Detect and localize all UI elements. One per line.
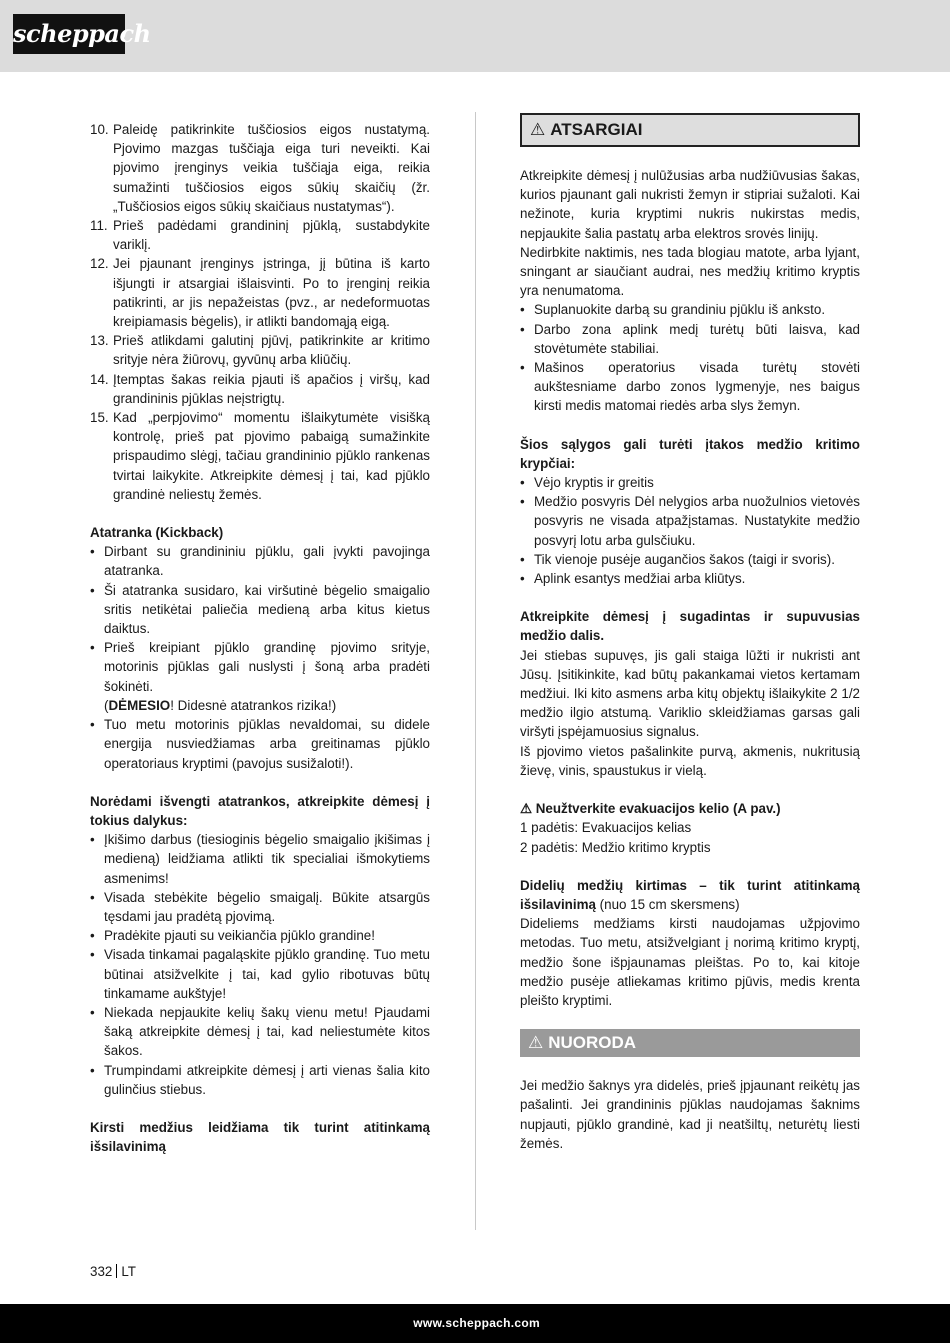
warning-title: ATSARGIAI [550,120,643,139]
list-item: • Tik vienoje pusėje augančios šakos (taigi ir svoris). [520,550,860,569]
note-paragraph: Jei medžio šaknys yra didelės, prieš įpjaunant reikėtų jas pašalinti. Jei grandininis pjūklas naudojamas šaknims nupjauti, pjūklo grandinė, kad ji neatšiltų, neturėtų liesti žemės. [520,1078,860,1151]
list-item: • Darbo zona aplink medį turėtų būti laisva, kad stovėtumėte stabiliai. [520,320,860,358]
right-column [520,120,860,1153]
scheppach-logo: scheppach [13,14,125,54]
large-trees-paragraph: Dideliems medžiams kirsti naudojamas užpjovimo metodas. Tuo metu, atsižvelgiant į norimą kritimo kryptį, medžio šone išpjaunamas pleištas. Po to, kai kitoje medžio pusėje atliekamas kritimo pjūvis, medis krenta pleišto kryptimi. [520,916,860,1008]
rotten-heading: Atkreipkite dėmesį į sugadintas ir supuvusias medžio dalis. [520,609,860,644]
warning-box [520,113,860,147]
page-number: 332 LT [90,1264,136,1279]
list-item: • Niekada nepjaukite kelių šakų vienu metu! Pjaudami šaką atkreipkite dėmesį į tai, kad neliestumėte kitos šakos. [90,1003,430,1061]
conditions-list [520,473,860,588]
list-item: • Įkišimo darbus (tiesioginis bėgelio smaigalio įkišimas į medieną) leidžiama atlikti tik specialiai išmokytiems asmenims! [90,830,430,888]
list-item: • Tuo metu motorinis pjūklas nevaldomai, su didele energija nusviedžiamas arba greitinamas pjūklo operatoriaus kryptimi (pavojus susižaloti!). [90,715,430,773]
list-item: • Ši atatranka susidaro, kai viršutinė bėgelio smaigalio sritis netikėtai paliečia medieną arba kitus kietus daiktus. [90,581,430,639]
list-item: • Mašinos operatorius visada turėtų stovėti aukštesniame darbo zonos lygmenyje, nes baigus kirsti medis matomai riedės arba slys žemyn. [520,358,860,416]
list-item: • Visada tinkamai pagaląskite pjūklo grandinę. Tuo metu būtinai atsižvelkite į tai, kad gylio ribotuvas būtų tinkamame aukštyje! [90,945,430,1003]
list-item: • Pradėkite pjauti su veikiančia pjūklo grandine! [90,926,430,945]
conditions-heading: Šios sąlygos gali turėti įtakos medžio kritimo krypčiai: [520,436,860,471]
step-12: 12. Jei pjaunant įrenginys įstringa, jį būtina iš karto išjungti ir atsargiai išlaisvinti. Po to įrenginį reikia patikrinti, ar jis nepažeistas (pvz., ar nedeformuotas kreipiamasis bėgelis), ir atlikti bandomąją eigą. [90,256,430,330]
step-10: 10. Paleidę patikrinkite tuščiosios eigos nustatymą. Pjovimo mazgas tuščiąja eiga turi neveikti. Kai pjovimo įrenginys veikia tuščiąja eiga, reikia sumažinti tuščiosios eigos sūkių skaičių (žr. „Tuščiosios eigos sūkių skaičiaus nustatymas“). [90,122,430,214]
left-column [90,120,430,1156]
list-item: • Vėjo kryptis ir greitis [520,473,860,492]
steps-list [90,120,430,504]
kickback-heading: Atatranka (Kickback) [90,525,224,541]
warning-list [520,300,860,415]
kickback-list [90,542,430,772]
page-footer [0,1304,950,1343]
final-heading: Kirsti medžius leidžiama tik turint atitinkamą išsilavinimą [90,1119,430,1155]
note-title: NUORODA [548,1033,637,1053]
column-divider [475,112,476,1230]
list-item: • Dirbant su grandininiu pjūklu, gali įvykti pavojinga atatranka. [90,542,430,580]
warning-paragraph: Nedirbkite naktimis, nes tada blogiau matote, arba lyjant, sningant ar siaučiant audrai, nes medžių kritimo kryptis yra nenumatoma. [520,244,860,299]
rotten-paragraph: Iš pjovimo vietos pašalinkite purvą, akmenis, nukritusią žievę, vinis, spaustukus ir vielą. [520,743,860,778]
escape-line: 2 padėtis: Medžio kritimo kryptis [520,839,711,855]
list-item: • Aplink esantys medžiai arba kliūtys. [520,569,860,588]
warning-triangle-icon: ⚠ [528,1033,544,1053]
warning-triangle-icon: ⚠ [530,120,546,139]
escape-line: 1 padėtis: Evakuacijos kelias [520,820,692,836]
warning-paragraph: Atkreipkite dėmesį į nulūžusias arba nudžiūvusias šakas, kurios pjaunant gali nukristi žemyn ir stipriai sužaloti. Kai nežinote, kuria kryptimi nukris nukirstas medis, nepjaukite šalia pastatų arba elektros srovės linijų. [520,168,860,241]
list-item: • Medžio posvyris Dėl nelygios arba nuožulnios vietovės posvyris ne visada atpažįstamas. Nustatykite medžio posvyrį lotu arba gulsčiuku. [520,492,860,550]
list-item: • Prieš kreipiant pjūklo grandinę pjovimo srityje, motorinis pjūklas gali nuslysti į šoną arba pradėti šokinėti. (DĖMESIO! Didesnė atatrankos rizika!) [90,638,430,715]
page-header [0,0,950,72]
large-trees-heading: Didelių medžių kirtimas – tik turint atitinkamą išsilavinimą (nuo 15 cm skersmens) [520,877,860,912]
step-13: 13. Prieš atlikdami galutinį pjūvį, patikrinkite ar kritimo srityje nėra žiūrovų, gyvūnų arba kliūčių. [90,333,430,368]
list-item: • Visada stebėkite bėgelio smaigalį. Būkite atsargūs tęsdami jau pradėtą pjovimą. [90,888,430,926]
attention-note: (DĖMESIO! Didesnė atatrankos rizika!) [104,697,337,713]
website-link[interactable]: www.scheppach.com [413,1316,540,1330]
list-item: • Trumpindami atkreipkite dėmesį į arti vienas šalia kito gulinčius stiebus. [90,1061,430,1099]
page-separator [116,1264,117,1278]
avoid-list [90,830,430,1099]
avoid-heading: Norėdami išvengti atatrankos, atkreipkite dėmesį į tokius dalykus: [90,793,430,828]
escape-heading: ⚠ Neužtverkite evakuacijos kelio (A pav.) [520,801,781,817]
step-15: 15. Kad „perpjovimo“ momentu išlaikytumėte visišką kontrolę, prieš pat pjovimo pabaigą sumažinkite prispaudimo slėgį, tačiau grandininio pjūklo rankenas tvirtai laikykite. Atkreipkite dėmesį į tai, kad pjūklo grandinė neliestų žemės. [90,410,430,502]
note-box [520,1029,860,1057]
step-11: 11. Prieš padėdami grandininį pjūklą, sustabdykite variklį. [90,218,430,253]
step-14: 14. Įtemptas šakas reikia pjauti iš apačios į viršų, kad grandininis pjūklas neįstrigtų. [90,371,430,406]
rotten-paragraph: Jei stiebas supuvęs, jis gali staiga lūžti ir nukristi ant Jūsų. Įsitikinkite, kad būtų pakankamai vietos kertamam medžiui. Iki kito asmens arba kitų objektų išlaikykite 2 1/2 medžio ilgio atstumą. Variklio skleidžiamas garsas gali viršyti įspėjamuosius signalus. [520,647,860,740]
list-item: • Suplanuokite darbą su grandiniu pjūklu iš anksto. [520,300,860,319]
